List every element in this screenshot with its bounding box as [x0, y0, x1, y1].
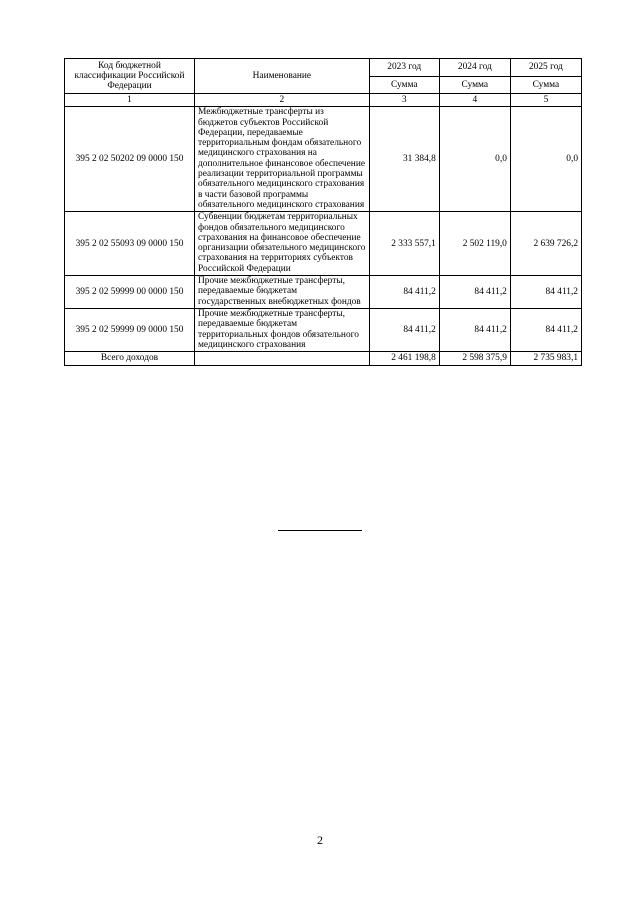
name-cell: Прочие межбюджетные трансферты, передаваемые бюджетам государственных внебюджетных фондов [195, 276, 370, 309]
column-number: 2 [195, 94, 370, 107]
total-2023-cell: 2 461 198,8 [369, 352, 439, 366]
code-column-header: Код бюджетной классификации Российской Федерации [65, 59, 195, 94]
amount-2024-cell: 84 411,2 [439, 308, 510, 351]
table-row [65, 276, 582, 309]
amount-2025-cell: 84 411,2 [510, 276, 581, 309]
amount-2024-cell: 2 502 119,0 [439, 212, 510, 276]
name-cell: Прочие межбюджетные трансферты, передаваемые бюджетам территориальных фондов обязательного медицинского страхования [195, 308, 370, 351]
amount-2024-cell: 0,0 [439, 107, 510, 212]
amount-2025-cell: 0,0 [510, 107, 581, 212]
table-row [65, 107, 582, 212]
name-column-header: Наименование [195, 59, 370, 94]
budget-code-cell: 395 2 02 59999 09 0000 150 [65, 308, 195, 351]
total-label: Всего доходов [65, 352, 195, 366]
amount-2023-cell: 2 333 557,1 [369, 212, 439, 276]
column-number: 3 [369, 94, 439, 107]
revenue-table [64, 58, 582, 366]
name-cell: Межбюджетные трансферты из бюджетов субъектов Российской Федерации, передаваемые территориальным фондам обязательного медицинского страхования на дополнительное финансовое обеспечение реализации территориальной программы обязательного медицинского страхования в части базовой программы обязательного медицинского страхования [195, 107, 370, 212]
page-number: 2 [317, 833, 323, 847]
total-2024-cell: 2 598 375,9 [439, 352, 510, 366]
empty-name-cell [195, 352, 370, 366]
budget-code-cell: 395 2 02 55093 09 0000 150 [65, 212, 195, 276]
separator-line [278, 530, 362, 531]
total-2025-cell: 2 735 983,1 [510, 352, 581, 366]
column-number-row [65, 94, 582, 107]
total-row [65, 352, 582, 366]
column-number: 4 [439, 94, 510, 107]
table-row [65, 212, 582, 276]
name-cell: Субвенции бюджетам территориальных фондов обязательного медицинского страхования на финансовое обеспечение организации обязательного медицинского страхования на территориях субъектов Российской Федерации [195, 212, 370, 276]
amount-2023-cell: 84 411,2 [369, 308, 439, 351]
sum-2024-header: Сумма [439, 77, 510, 94]
column-number: 1 [65, 94, 195, 107]
amount-2023-cell: 84 411,2 [369, 276, 439, 309]
budget-code-cell: 395 2 02 59999 00 0000 150 [65, 276, 195, 309]
table-row [65, 308, 582, 351]
sum-2025-header: Сумма [510, 77, 581, 94]
amount-2025-cell: 84 411,2 [510, 308, 581, 351]
year-2025-header: 2025 год [510, 59, 581, 77]
year-2023-header: 2023 год [369, 59, 439, 77]
amount-2024-cell: 84 411,2 [439, 276, 510, 309]
header-row [65, 59, 582, 77]
year-2024-header: 2024 год [439, 59, 510, 77]
amount-2023-cell: 31 384,8 [369, 107, 439, 212]
budget-code-cell: 395 2 02 50202 09 0000 150 [65, 107, 195, 212]
amount-2025-cell: 2 639 726,2 [510, 212, 581, 276]
column-number: 5 [510, 94, 581, 107]
sum-2023-header: Сумма [369, 77, 439, 94]
